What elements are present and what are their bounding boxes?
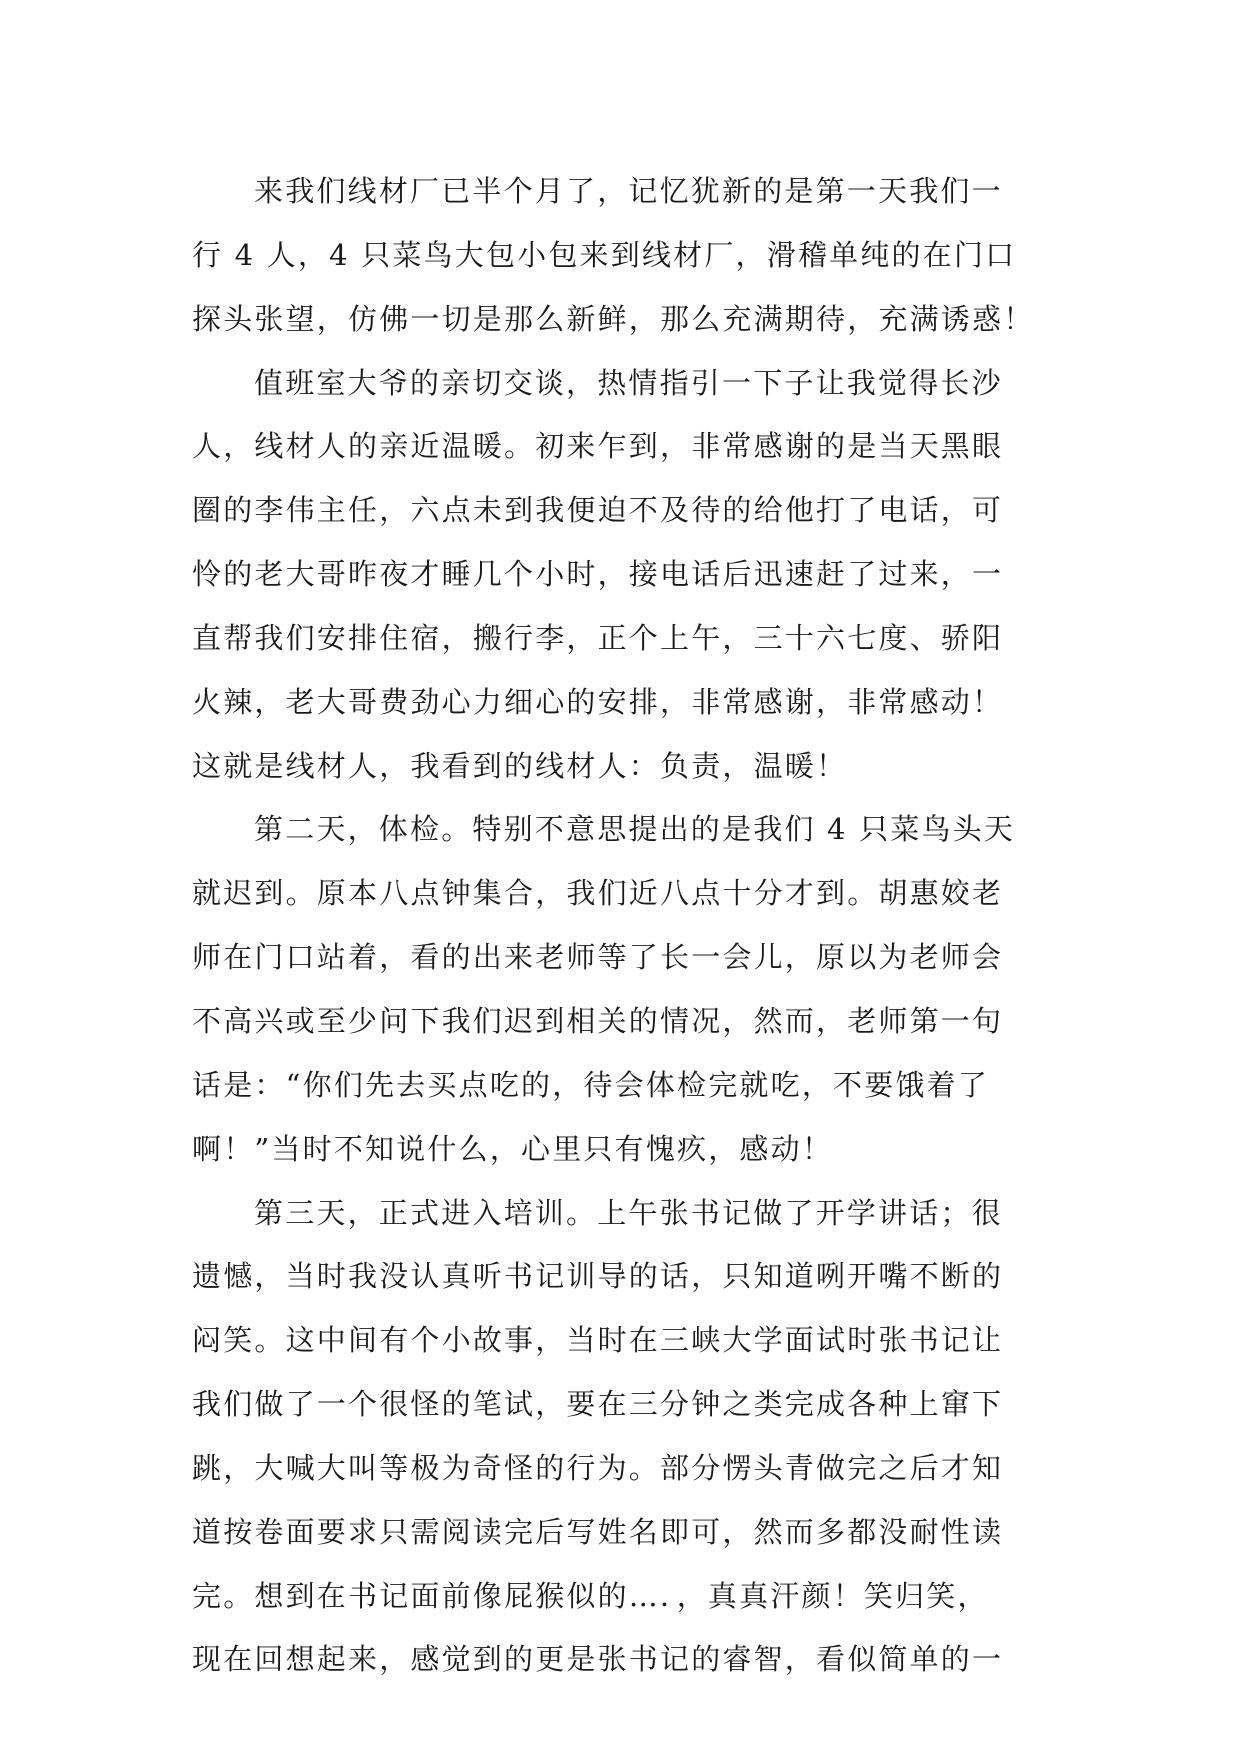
text-line: 遗憾，当时我没认真听书记训导的话，只知道咧开嘴不断的: [192, 1259, 1004, 1294]
text-line: 值班室大爷的亲切交谈，热情指引一下子让我觉得长沙: [254, 365, 1003, 400]
text-line: 第二天，体检。特别不意思提出的是我们 4 只菜鸟头天: [254, 812, 1016, 847]
text-line: 怜的老大哥昨夜才睡几个小时，接电话后迅速赶了过来，一: [192, 557, 1004, 592]
text-line: 闷笑。这中间有个小故事，当时在三峡大学面试时张书记让: [192, 1323, 1004, 1358]
text-line: 现在回想起来，感觉到的更是张书记的睿智，看似简单的一: [192, 1642, 1004, 1677]
text-line: 来我们线材厂已半个月了，记忆犹新的是第一天我们一: [254, 174, 1003, 208]
text-line: 完。想到在书记面前像屁猴似的…．，真真汗颜！笑归笑，: [192, 1578, 989, 1613]
text-line: 道按卷面要求只需阅读完后写姓名即可，然而多都没耐性读: [192, 1514, 1004, 1549]
text-line: 跳，大喊大叫等极为奇怪的行为。部分愣头青做完之后才知: [192, 1450, 1004, 1485]
text-line: 这就是线材人，我看到的线材人：负责，温暖！: [192, 748, 848, 783]
text-line: 火辣，老大哥费劲心力细心的安排，非常感谢，非常感动！: [192, 684, 1004, 719]
text-line: 我们做了一个很怪的笔试，要在三分钟之类完成各种上窜下: [192, 1387, 1004, 1422]
document-body: [192, 160, 1062, 1692]
text-line: 行 4 人，4 只菜鸟大包小包来到线材厂，滑稽单纯的在门口: [192, 237, 1017, 272]
text-line: 探头张望，仿佛一切是那么新鲜，那么充满期待，充满诱惑！: [192, 301, 1035, 336]
text-line: 第三天，正式进入培训。上午张书记做了开学讲话；很: [254, 1195, 1003, 1230]
text-line: 不高兴或至少问下我们迟到相关的情况，然而，老师第一句: [192, 1003, 1004, 1038]
text-line: 啊！”当时不知说什么，心里只有愧疚，感动！: [192, 1131, 834, 1166]
text-line: 直帮我们安排住宿，搬行李，正个上午，三十六七度、骄阳: [192, 620, 1004, 655]
text-line: 话是：“你们先去买点吃的，待会体检完就吃，不要饿着了: [192, 1067, 990, 1102]
text-line: 师在门口站着，看的出来老师等了长一会儿，原以为老师会: [192, 940, 1004, 975]
text-line: 就迟到。原本八点钟集合，我们近八点十分才到。胡惠姣老: [192, 876, 1004, 911]
text-line: 人，线材人的亲近温暖。初来乍到，非常感谢的是当天黑眼: [192, 429, 1004, 464]
text-line: 圈的李伟主任，六点未到我便迫不及待的给他打了电话，可: [192, 493, 1004, 528]
